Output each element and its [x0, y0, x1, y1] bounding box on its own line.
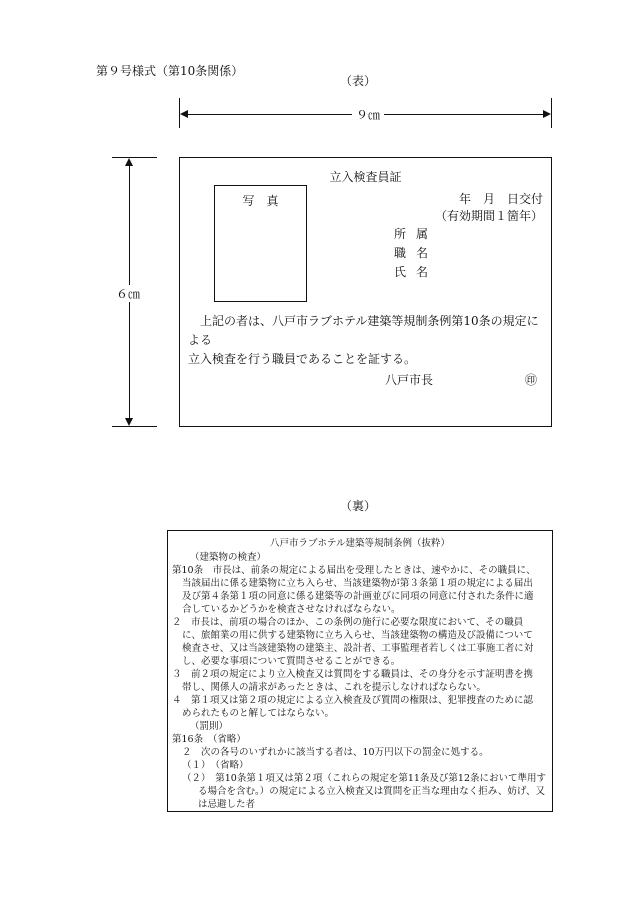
front-side-label: （表）: [340, 74, 377, 88]
ordinance-line: 帯し、関係人の請求があったときは、これを提示しなければならない。: [182, 682, 486, 693]
certification-line-2: 立入検査を行う職員であることを証する。: [188, 352, 417, 366]
arrow-up-icon: [125, 158, 133, 166]
issue-date: 年 月 日交付: [458, 192, 543, 206]
ordinance-line: に、旅館業の用に供する建築物に立ち入らせ、当該建築物の構造及び設備について: [182, 630, 533, 641]
ordinance-body: [172, 551, 548, 811]
field-affiliation: 所属: [394, 227, 439, 241]
ordinance-line: る場合を含む。）の規定による立入検査又は質問を正当な理由なく拒み、妨げ、又: [198, 786, 545, 797]
ordinance-line: （１） （省略）: [182, 760, 249, 771]
width-dimension-label: ９㎝: [352, 106, 384, 123]
height-dimension-label: ６㎝: [112, 285, 144, 302]
height-dimension-tick-bottom: [112, 426, 157, 427]
certification-line-1: 上記の者は、八戸市ラブホテル建築等規制条例第10条の規定による: [188, 314, 539, 347]
mayor-signature: 八戸市長: [385, 373, 434, 387]
ordinance-title: 八戸市ラブホテル建築等規制条例（抜粋）: [269, 538, 451, 549]
arrow-down-icon: [125, 418, 133, 426]
width-dimension-tick-right: [551, 98, 552, 128]
ordinance-line: 検査させ、又は当該建築物の建築主、設計者、工事監理者若しくは工事施工者に対: [182, 643, 534, 654]
ordinance-line: 及び第４条第１項の同意に係る建築等の計画並びに同項の同意に付された条件に適: [182, 591, 534, 602]
ordinance-line: ３ 前２項の規定により立入検査又は質問をする職員は、その身分を示す証明書を携: [172, 669, 534, 680]
ordinance-line: ２ 市長は、前項の場合のほか、この条例の施行に必要な限度において、その職員: [172, 617, 524, 628]
arrow-right-icon: [543, 110, 551, 118]
ordinance-line: 第10条 市長は、前条の規定による届出を受理したときは、速やかに、その職員に、: [172, 565, 536, 576]
photo-box: [214, 185, 307, 302]
ordinance-line: （２） 第10条第１項又は第２項（これらの規定を第11条及び第12条において準用す: [182, 773, 547, 784]
arrow-left-icon: [180, 110, 188, 118]
height-dimension-tick-top: [112, 157, 157, 158]
certification-text: [188, 312, 543, 369]
ordinance-line: （罰則）: [190, 721, 229, 732]
ordinance-line: は忌避した者: [198, 799, 256, 810]
photo-label: 写 真: [242, 194, 279, 208]
ordinance-line: 当該届出に係る建築物に立ち入らせ、当該建築物が第３条第１項の規定による届出: [182, 578, 533, 589]
ordinance-line: 第16条 （省略）: [172, 734, 246, 745]
ordinance-line: （建築物の検査）: [190, 552, 267, 563]
ordinance-line: められたものと解してはならない。: [182, 708, 335, 719]
back-side-label: （裏）: [340, 499, 377, 513]
ordinance-line: ４ 第１項又は第２項の規定による立入検査及び質問の権限は、犯罪捜査のために認: [172, 695, 534, 706]
ordinance-line: ２ 次の各号のいずれかに該当する者は、10万円以下の罰金に処する。: [182, 747, 489, 758]
form-number: 第９号様式（第10条関係）: [96, 64, 244, 78]
field-name: 氏名: [394, 265, 439, 279]
validity-period: （有効期間１箇年）: [434, 209, 543, 223]
card-title: 立入検査員証: [329, 170, 402, 184]
inspector-id-card: [179, 157, 552, 427]
ordinance-excerpt-box: [167, 530, 553, 812]
ordinance-line: 合しているかどうかを検査させなければならない。: [182, 604, 401, 615]
ordinance-line: し、必要な事項について質問させることができる。: [182, 656, 401, 667]
field-job-title: 職名: [394, 246, 439, 260]
seal-mark: ㊞: [525, 373, 538, 387]
